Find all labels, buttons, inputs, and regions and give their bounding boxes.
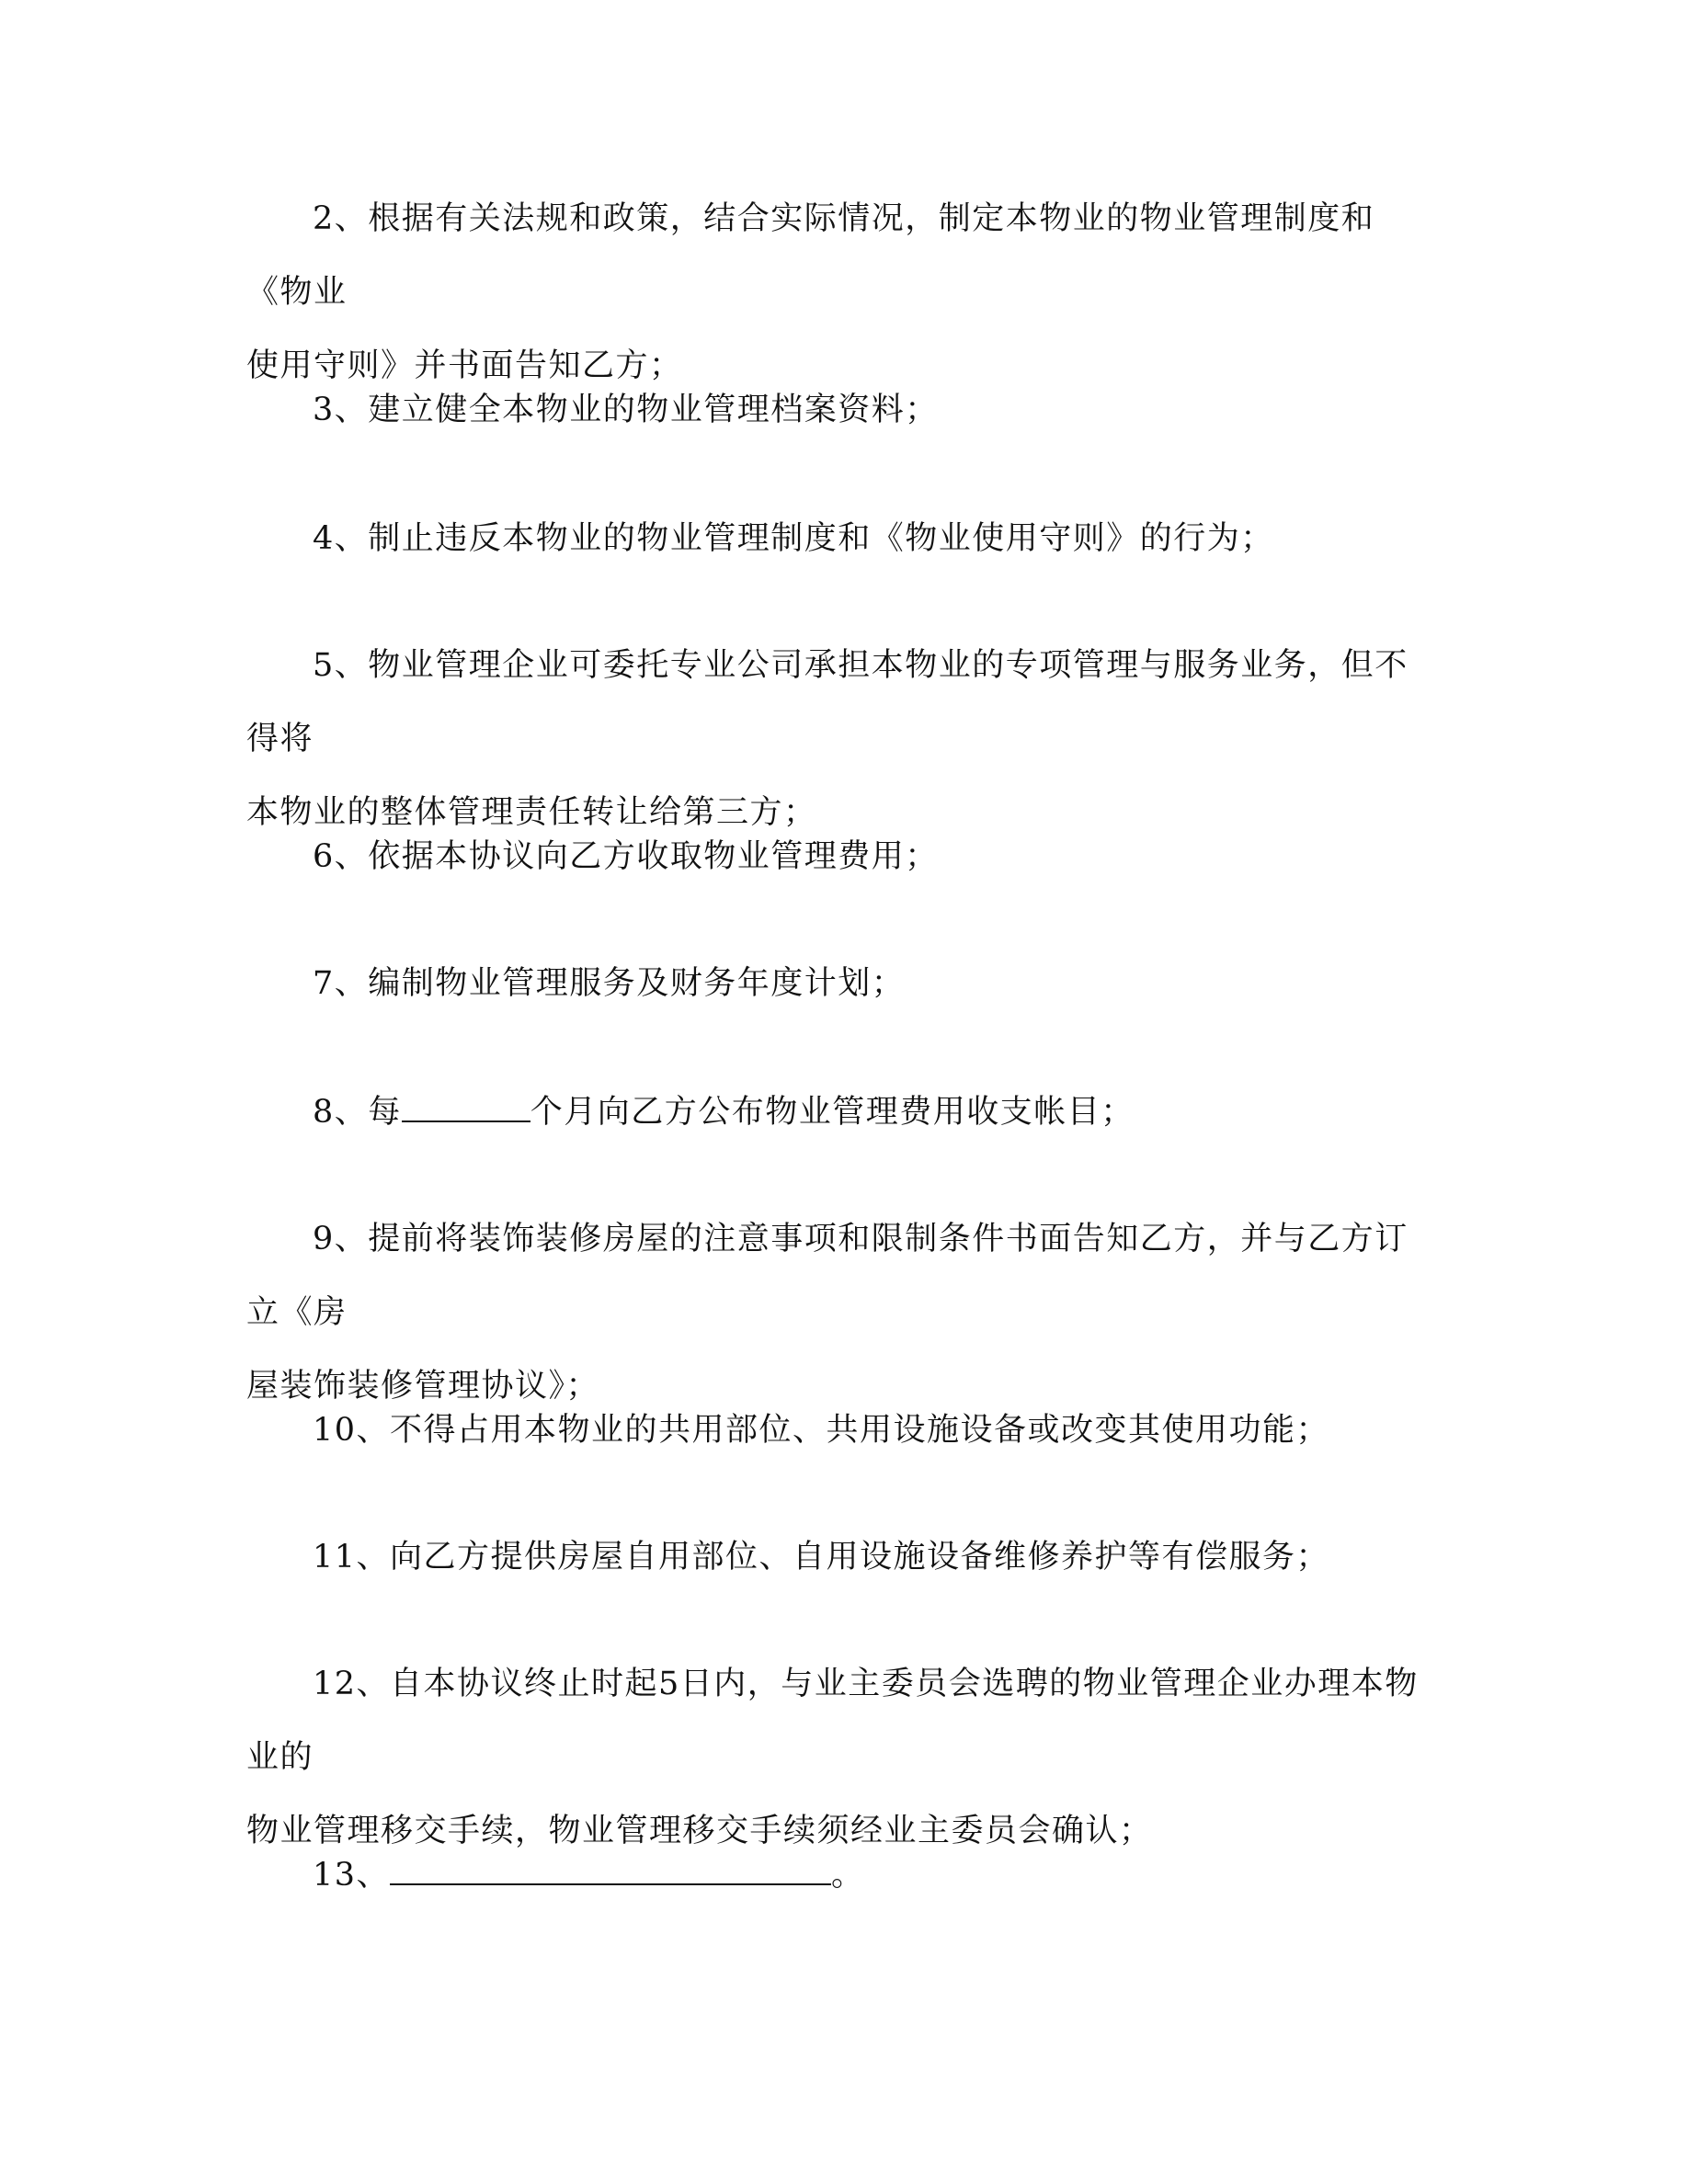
- clause-8-suffix: 个月向乙方公布物业管理费用收支帐目；: [530, 1094, 1135, 1131]
- clause-9: [246, 1202, 1432, 1423]
- clause-6-text: 6、依据本协议向乙方收取物业管理费用；: [313, 838, 939, 875]
- clause-13-suffix: 。: [831, 1857, 865, 1894]
- clause-11: [246, 1520, 1432, 1594]
- clause-13-prefix: 13、: [313, 1857, 391, 1894]
- clause-11-text: 11、向乙方提供房屋自用部位、自用设施设备维修养护等有偿服务；: [313, 1539, 1330, 1575]
- clause-9-line-1: 9、提前将装饰装修房屋的注意事项和限制条件书面告知乙方，并与乙方订立《房: [246, 1221, 1409, 1331]
- clause-12-line-1: 12、自本协议终止时起5日内，与业主委员会选聘的物业管理企业办理本物业的: [246, 1666, 1419, 1776]
- clause-4: [246, 502, 1432, 575]
- clause-3: [246, 373, 1432, 447]
- clause-12-line-2: 物业管理移交手续，物业管理移交手续须经业主委员会确认；: [246, 1813, 1153, 1849]
- clause-8-blank-line: [402, 1093, 530, 1122]
- clause-8: [246, 1075, 1432, 1149]
- clause-2-line-2: 使用守则》并书面告知乙方；: [246, 347, 683, 384]
- clause-13: [246, 1838, 1432, 1912]
- clause-5-line-2: 本物业的整体管理责任转让给第三方；: [246, 794, 817, 831]
- clause-8-prefix: 8、每: [313, 1094, 402, 1131]
- clause-5-line-1: 5、物业管理企业可委托专业公司承担本物业的专项管理与服务业务，但不得将: [246, 647, 1409, 757]
- clause-4-text: 4、制止违反本物业的物业管理制度和《物业使用守则》的行为；: [313, 520, 1274, 557]
- clause-9-line-2: 屋装饰装修管理协议》；: [246, 1368, 600, 1405]
- clause-2: [246, 182, 1432, 403]
- clause-5: [246, 629, 1432, 849]
- clause-3-text: 3、建立健全本物业的物业管理档案资料；: [313, 392, 939, 428]
- clause-7-text: 7、编制物业管理服务及财务年度计划；: [313, 965, 906, 1002]
- clause-13-blank-line: [390, 1856, 831, 1885]
- clause-2-line-1: 2、根据有关法规和政策，结合实际情况，制定本物业的物业管理制度和《物业: [246, 200, 1375, 311]
- clause-10-text: 10、不得占用本物业的共用部位、共用设施设备或改变其使用功能；: [313, 1412, 1330, 1449]
- clause-7: [246, 947, 1432, 1020]
- clause-10: [246, 1393, 1432, 1467]
- clause-6: [246, 820, 1432, 893]
- clause-12: [246, 1647, 1432, 1868]
